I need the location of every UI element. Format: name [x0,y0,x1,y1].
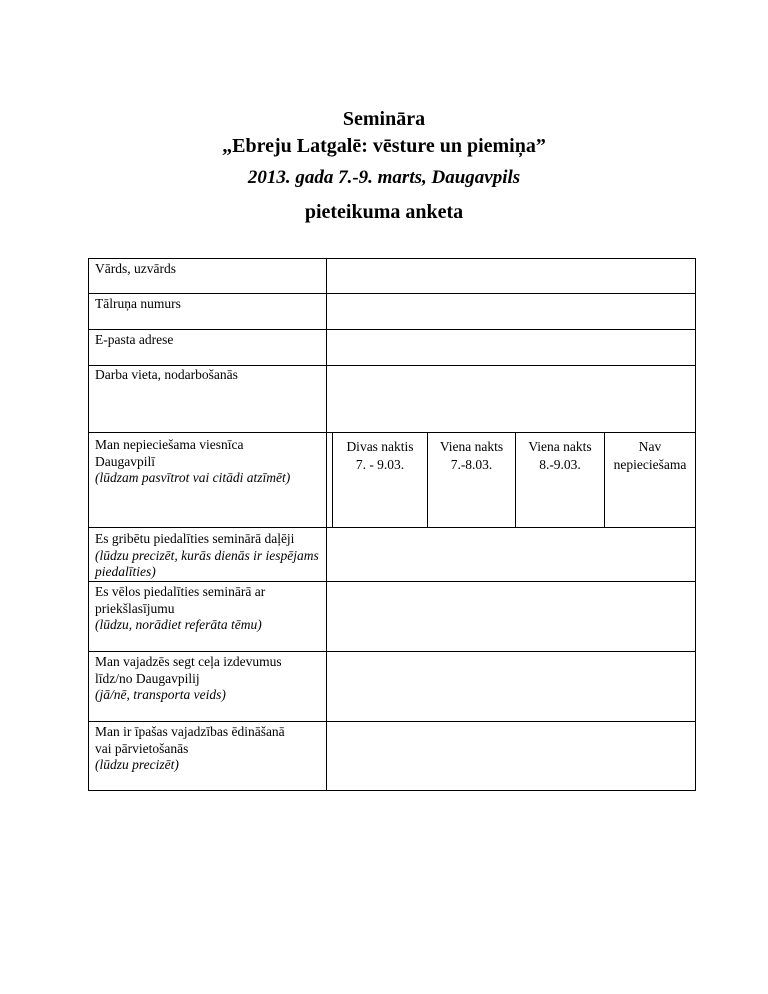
label-text: vai pārvietošanās [95,740,189,756]
label-partial-participation [95,531,325,581]
phone-field[interactable] [327,294,695,329]
label-text: Tālruņa numurs [95,296,181,311]
form-subtitle: pieteikuma anketa [304,201,464,223]
option-dates: 7. - 9.03. [355,457,405,472]
option-dates: nepieciešama [613,457,687,472]
label-note: (lūdzu precizēt) [95,757,179,772]
special-needs-field[interactable] [327,722,695,790]
travel-costs-field[interactable] [327,652,695,721]
option-label: Divas naktis [346,439,414,454]
table-border-bottom [88,790,696,791]
label-note: (lūdzu precizēt, kurās dienās ir iespējams piedalīties) [95,547,319,579]
label-phone [95,296,181,313]
seminar-date-place: 2013. gada 7.-9. marts, Daugavpils [247,167,521,188]
label-text: Man nepieciešama viesnīca [95,437,244,452]
option-label: Viena nakts [439,439,504,454]
hotel-option-night-7-8[interactable] [428,438,515,474]
label-travel-costs [95,654,282,704]
partial-participation-field[interactable] [327,528,695,581]
label-email [95,332,173,349]
hotel-option-not-needed[interactable] [605,438,695,474]
label-text: Man ir īpašas vajadzības ēdināšanā [95,724,285,739]
label-text: Daugavpilī [95,453,155,469]
workplace-field[interactable] [327,366,695,432]
label-text: Vārds, uzvārds [95,261,176,276]
table-border-right [695,258,696,791]
email-field[interactable] [327,330,695,365]
label-presentation [95,584,265,634]
label-text: Man vajadzēs segt ceļa izdevumus [95,654,282,669]
option-dates: 7.-8.03. [450,457,493,472]
seminar-name: „Ebreju Latgalē: vēsture un piemiņa” [222,135,546,157]
hotel-option-night-8-9[interactable] [516,438,604,474]
hotel-option-two-nights[interactable] [333,438,427,474]
label-text: līdz/no Daugavpilij [95,670,200,686]
header-title: Semināra [342,108,426,130]
label-name [95,261,176,278]
label-note: (lūdzam pasvītrot vai citādi atzīmēt) [95,470,291,485]
label-text: Darba vieta, nodarbošanās [95,367,238,382]
label-text: priekšlasījumu [95,600,175,616]
option-label: Viena nakts [528,439,592,454]
option-dates: 8.-9.03. [539,457,581,472]
presentation-field[interactable] [327,582,695,651]
option-label: Nav [638,439,662,454]
label-text: Es gribētu piedalīties seminārā daļēji [95,531,295,546]
label-workplace [95,367,238,384]
label-text: Es vēlos piedalīties seminārā ar [95,584,266,599]
name-field[interactable] [327,259,695,293]
label-special-needs [95,724,285,774]
label-hotel [95,437,290,487]
table-border-left [88,258,89,791]
label-note: (jā/nē, transporta veids) [95,687,226,702]
label-note: (lūdzu, norādiet referāta tēmu) [95,617,262,632]
label-text: E-pasta adrese [95,332,174,347]
